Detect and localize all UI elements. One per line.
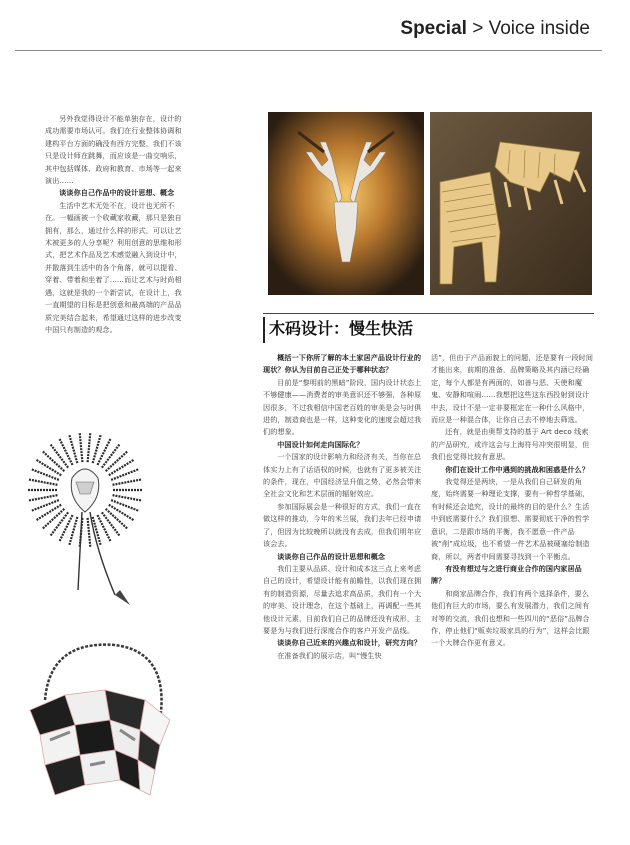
feather-mask-art: [20, 390, 150, 610]
body-paragraph: 目前是“黎明前的黑暗”阶段，国内设计状态上不够健康——消费者的审美意识还不够强，各种原因很多，不过我相信中国老百姓的审美是会与时俱进的，制造商也是一样，这种变化的速度会超过我们的想象。: [263, 377, 422, 437]
body-paragraph: 我们主要从品质、设计和成本这三点上来考虑自己的设计，希望设计能有前瞻性，以我们现在拥有的制造资源，尽量去追求高品质，我们有一个大的审美、设计理念，在这个基础上，再调配一些其他设计元素，目前我们自己的品牌还没有成形，主要是为与我们进行深度合作的客户开发产品线。: [263, 563, 422, 635]
bag-icon: [20, 640, 180, 810]
feather-ray: [42, 451, 64, 471]
feather-ray: [113, 495, 142, 501]
page-header: [0, 0, 630, 50]
question-heading: 谈谈你自己作品的设计思想和概念: [277, 551, 386, 561]
title-accent-bar: [263, 317, 265, 343]
body-paragraph: 和商家品牌合作，我们有两个选择条件，要么他们有巨大的市场，要么有发展潜力，我们之间有对等的交流，我们也想和一些四川的“恶俗”品牌合作，停止他们“贩卖垃圾家具的行为”，这样会比跟一个大牌合作更有意义。: [431, 588, 590, 648]
body-paragraph: 一个国家的设计影响力和经济有关，当你在总体实力上有了话语权的时候，也就有了更多被关注的条件，现在，中国经济呈升值之势，必然会带来全社会文化和艺术层面的辐射效应。: [263, 452, 422, 499]
deer-antler-mirror-photo: [268, 112, 424, 295]
feather-ray: [113, 479, 142, 485]
body-paragraph: 生活中艺术无处不在，设计也无所不在。一幅画被一个收藏家收藏，那只是独自拥有，那么，通过什么样的形式，可以让艺术被更多的人分享呢？利用创意的思维和形式，把艺术作品及艺术感觉融入到设计中，并散落到生活中的各个角落，就可以提看、穿着、带着和坐着了……而让艺术与时尚相遇，这就是我的一个新尝试，在设计上，我一直期望的目标是把创意和最高端的产品品质完美结合起来，希望通过这样的进步改变中国只有制造的观念。: [45, 200, 182, 334]
question-heading: 中国设计如何走向国际化？: [277, 439, 364, 449]
feather-ray: [50, 512, 68, 536]
body-paragraph: 活”，但由于产品面貌上的问题，还是要有一段时间才能出来，前期的准备，品牌策略及其内涵已经确定，每个人都是有两面的，如善与恶、天使和魔鬼、安静和喧闹……我想把这些这东西投射到设计中去，设计不是一定非要框定在一种什么风格中，而应是一种混合体，让你自己去不停地去筛选。: [431, 353, 594, 425]
middle-text-column: [263, 352, 423, 662]
feather-mask-icon: [20, 390, 150, 610]
question-heading: 谈谈你自己作品中的设计思想、概念: [59, 188, 175, 198]
section-brand: [400, 18, 590, 40]
chair-icon: [430, 112, 592, 295]
feather-ray: [102, 444, 120, 468]
question-heading: 谈谈你自己近来的兴趣点和设计，研究方向？: [277, 638, 422, 648]
feather-ray: [42, 509, 64, 529]
wooden-chairs-photo: [430, 112, 592, 295]
feather-ray: [28, 495, 57, 501]
feather-ray: [80, 432, 83, 462]
patchwork-bag-art: [20, 640, 180, 810]
body-paragraph: 参加国际展会是一种很好的方式，我们一直在做这样的推动，今年的米兰展，我们去年已经申请了，但因为比较晚所以就没有去成，但我们明年应该会去。: [263, 501, 422, 549]
brand-voice-inside: > Voice inside: [466, 18, 590, 39]
body-paragraph: 另外我觉得设计不能单独存在，设计的成功需要市场认可。我们在行业整体协调和建构平台方面的确没有西方完整，我们不该只是设计师在跳舞，而应该是一曲交响乐，其中包括媒体、政府和教育、市场等一起来演出……: [45, 114, 182, 186]
article-title-block: [263, 313, 594, 345]
feather-ray: [106, 509, 128, 529]
body-paragraph: 还有，就是由奥帮支持的基于 Art deco 线索的产品研究，或许这会与上海符号冲突很明显，但我们也觉得比较有意思。: [431, 427, 590, 462]
header-rule: [15, 50, 602, 51]
body-paragraph: 我觉得还是两块，一是从我们自己研发的角度，始终需要一种理论支撑，要有一种哲学基础，有时候还会追究，设计的最终的目的是什么？生活中到底需要什么？我们很想、需要彻底干净的哲学意识，二是跟市场的平衡，我不愿意一件产品被“削”成垃圾，也不希望一件艺术品被硬塞给制造商，所以，两者中间需要寻找到一个平衡点。: [431, 477, 590, 561]
feather-ray: [50, 444, 68, 468]
feather-ray: [102, 512, 120, 536]
feather-ray: [109, 505, 135, 521]
feather-ray: [106, 451, 128, 471]
brand-special: Special: [400, 18, 467, 39]
feather-ray: [36, 459, 62, 475]
question-heading: 概括一下你所了解的本土家居产品设计行业的现状？你认为目前自己正处于哪种状态？: [263, 353, 422, 375]
title-top-rule: [263, 313, 594, 314]
question-heading: 有没有想过与之进行商业合作的国内家居品牌？: [431, 563, 582, 586]
feather-ray: [109, 459, 135, 475]
feather-ray: [36, 505, 62, 521]
right-text-column: [431, 352, 594, 650]
question-heading: 你们在设计工作中遇到的挑战和困惑是什么？: [445, 464, 590, 474]
left-text-column: [45, 113, 183, 336]
feather-ray: [88, 518, 91, 548]
article-title: 木码设计：慢生快活: [269, 319, 414, 338]
deer-antler-icon: [268, 112, 424, 295]
body-paragraph: 在准备我们的展示店，叫“慢生快: [277, 650, 382, 660]
feather-ray: [88, 432, 91, 462]
feather-ray: [28, 479, 57, 485]
